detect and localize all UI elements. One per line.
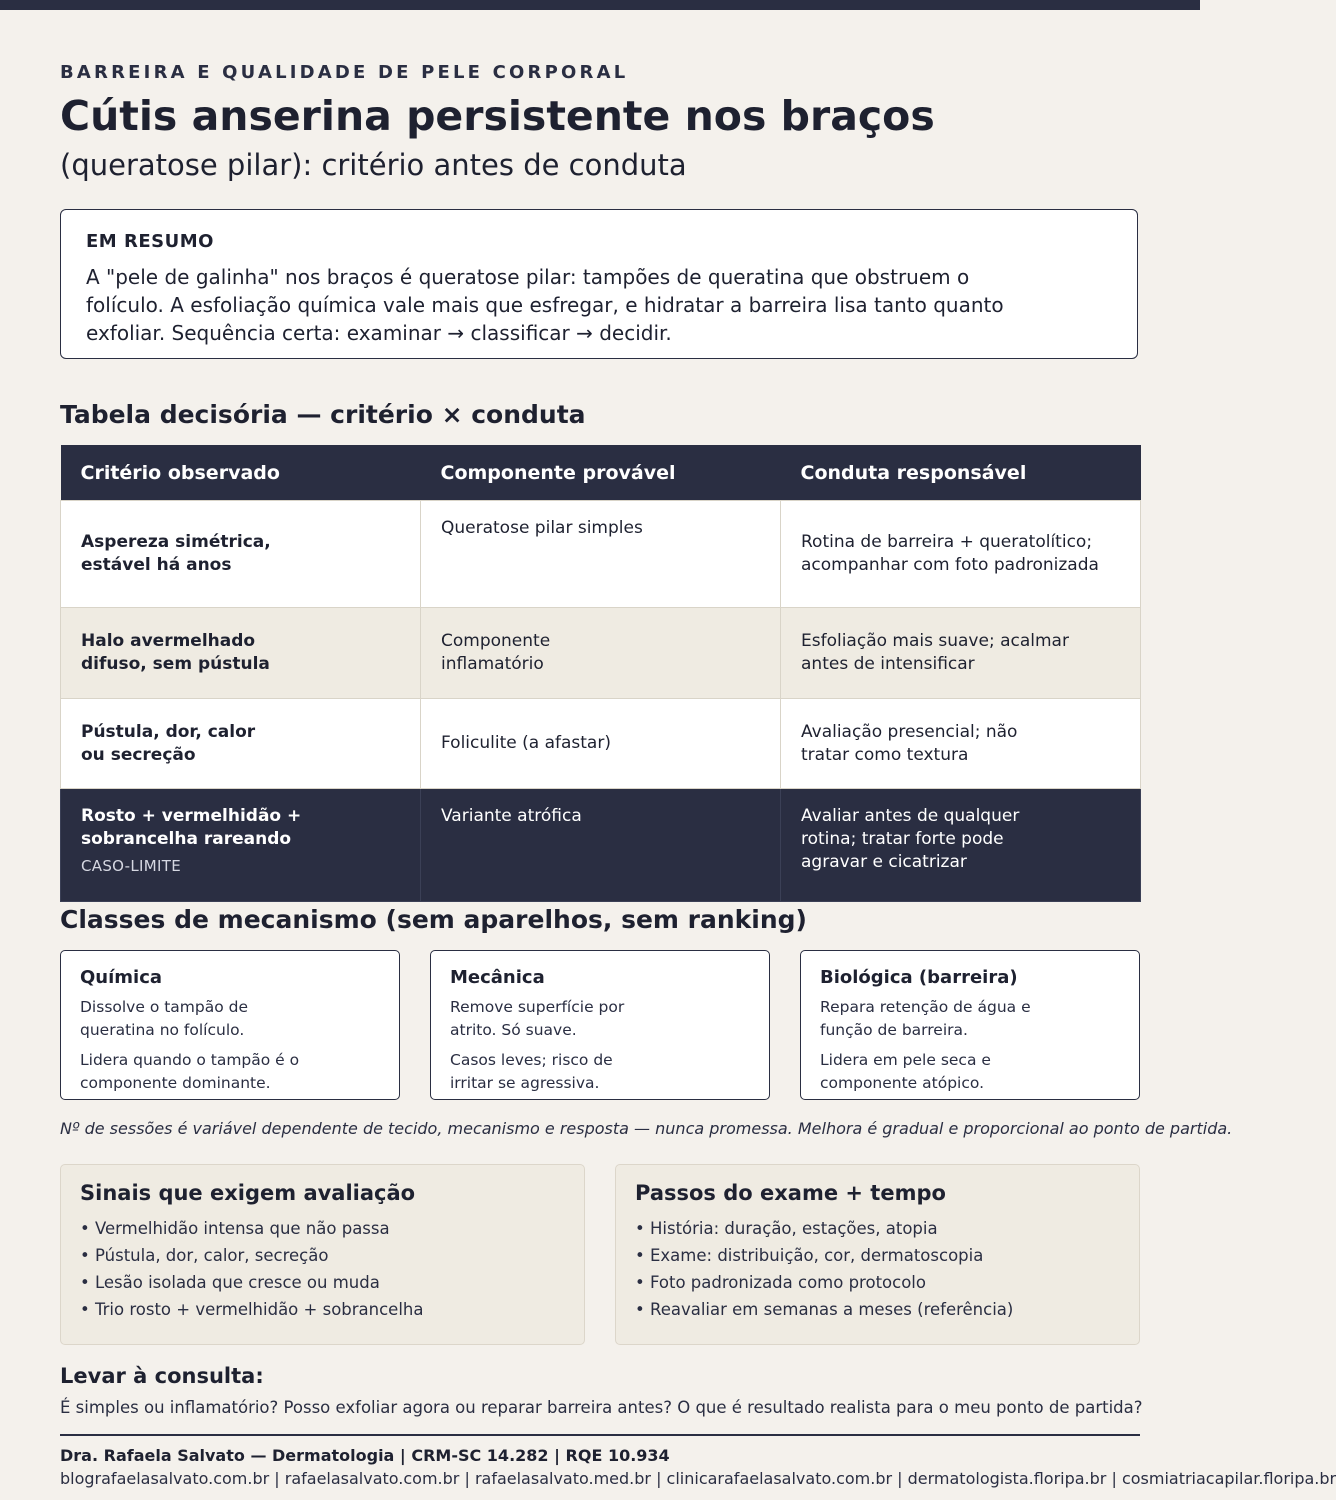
panel-title: Sinais que exigem avaliação bbox=[80, 1181, 416, 1205]
column-header-criterion: Critério observado bbox=[61, 445, 421, 501]
card-when: Casos leves; risco de irritar se agressiva. bbox=[450, 1051, 613, 1092]
page-title: Cútis anserina persistente nos braços bbox=[60, 92, 935, 140]
criterion-cell bbox=[61, 608, 421, 699]
top-accent-bar bbox=[0, 0, 1200, 10]
conduct-cell bbox=[781, 789, 1141, 902]
list-item: • Pústula, dor, calor, secreção bbox=[80, 1242, 565, 1269]
conduct-cell bbox=[781, 608, 1141, 699]
summary-text: A "pele de galinha" nos braços é queratose pilar: tampões de queratina que obstruem o folículo. A esfoliação química vale mais que esfregar, e hidratar a barreira lisa tanto quanto exfoliar. Sequência certa: examinar → classificar → decidir. bbox=[86, 265, 1004, 345]
criterion-cell bbox=[61, 501, 421, 608]
page-subtitle: (queratose pilar): critério antes de conduta bbox=[60, 148, 687, 182]
mechanism-card-biological bbox=[800, 950, 1140, 1100]
card-title: Química bbox=[80, 967, 163, 988]
list-item: • Vermelhidão intensa que não passa bbox=[80, 1215, 565, 1242]
criterion-text: Pústula, dor, calor ou secreção bbox=[81, 721, 256, 765]
warning-signs-panel bbox=[60, 1164, 585, 1345]
conduct-cell: Rotina de barreira + queratolítico; acompanhar com foto padronizada bbox=[781, 501, 1141, 608]
panel-title: Passos do exame + tempo bbox=[635, 1181, 946, 1205]
card-title: Mecânica bbox=[450, 967, 545, 988]
table-row-edge-case bbox=[61, 789, 1141, 902]
component-text: Componente inflamatório bbox=[441, 631, 551, 674]
conduct-text: Avaliação presencial; não tratar como textura bbox=[801, 721, 1018, 765]
exam-steps-list bbox=[635, 1215, 1120, 1323]
card-description: Repara retenção de água e função de barreira. bbox=[820, 998, 1031, 1039]
criterion-text: Rosto + vermelhidão + sobrancelha rareando bbox=[81, 806, 302, 849]
card-description: Dissolve o tampão de queratina no folículo. bbox=[80, 998, 249, 1039]
component-cell: Queratose pilar simples bbox=[421, 501, 781, 608]
card-when: Lidera em pele seca e componente atópico. bbox=[820, 1051, 991, 1092]
table-row bbox=[61, 501, 1141, 608]
criterion-cell bbox=[61, 789, 421, 902]
consultation-questions: É simples ou inflamatório? Posso exfoliar agora ou reparar barreira antes? O que é resultado realista para o meu ponto de partida? bbox=[60, 1398, 1143, 1417]
criterion-text: Halo avermelhado difuso, sem pústula bbox=[81, 631, 270, 674]
table-row bbox=[61, 699, 1141, 789]
list-item: • Reavaliar em semanas a meses (referência) bbox=[635, 1296, 1120, 1323]
mechanism-cards bbox=[60, 950, 1140, 1100]
card-title: Biológica (barreira) bbox=[820, 967, 1018, 988]
table-header-row bbox=[61, 445, 1141, 501]
website-links: blografaelasalvato.com.br | rafaelasalvato.com.br | rafaelasalvato.med.br | clinicarafaelasalvato.com.br | dermatologista.floripa.br | cosmiatriacapilar.floripa.br bbox=[60, 1469, 1336, 1488]
consultation-title: Levar à consulta: bbox=[60, 1364, 264, 1388]
list-item: • Foto padronizada como protocolo bbox=[635, 1269, 1120, 1296]
conduct-cell bbox=[781, 699, 1141, 789]
mechanisms-heading: Classes de mecanismo (sem aparelhos, sem ranking) bbox=[60, 905, 807, 934]
column-header-conduct: Conduta responsável bbox=[781, 445, 1141, 501]
footer-divider bbox=[60, 1434, 1140, 1436]
component-cell: Foliculite (a afastar) bbox=[421, 699, 781, 789]
component-cell bbox=[421, 608, 781, 699]
column-header-component: Componente provável bbox=[421, 445, 781, 501]
sessions-note: Nº de sessões é variável dependente de tecido, mecanismo e resposta — nunca promessa. Melhora é gradual e proporcional ao ponto de partida. bbox=[60, 1119, 1233, 1138]
conduct-text: Avaliar antes de qualquer rotina; tratar forte pode agravar e cicatrizar bbox=[801, 806, 1020, 872]
list-item: • Trio rosto + vermelhidão + sobrancelha bbox=[80, 1296, 565, 1323]
conduct-text: Esfoliação mais suave; acalmar antes de intensificar bbox=[801, 631, 1069, 674]
criterion-text: Aspereza simétrica, estável há anos bbox=[81, 532, 271, 575]
list-item: • Exame: distribuição, cor, dermatoscopia bbox=[635, 1242, 1120, 1269]
decision-table bbox=[60, 445, 1141, 902]
component-cell: Variante atrófica bbox=[421, 789, 781, 902]
eyebrow: BARREIRA E QUALIDADE DE PELE CORPORAL bbox=[60, 62, 629, 83]
list-item: • Lesão isolada que cresce ou muda bbox=[80, 1269, 565, 1296]
decision-table-heading: Tabela decisória — critério × conduta bbox=[60, 400, 586, 429]
criterion-cell bbox=[61, 699, 421, 789]
table-row bbox=[61, 608, 1141, 699]
card-description: Remove superfície por atrito. Só suave. bbox=[450, 998, 625, 1039]
edge-case-tag: CASO-LIMITE bbox=[81, 857, 181, 875]
card-when: Lidera quando o tampão é o componente dominante. bbox=[80, 1051, 300, 1092]
summary-box bbox=[60, 209, 1138, 359]
summary-label: EM RESUMO bbox=[86, 231, 214, 252]
warning-signs-list bbox=[80, 1215, 565, 1323]
list-item: • História: duração, estações, atopia bbox=[635, 1215, 1120, 1242]
author-credentials: Dra. Rafaela Salvato — Dermatologia | CRM-SC 14.282 | RQE 10.934 bbox=[60, 1446, 670, 1465]
exam-steps-panel bbox=[615, 1164, 1140, 1345]
mechanism-card-mechanical bbox=[430, 950, 770, 1100]
mechanism-card-chemical bbox=[60, 950, 400, 1100]
